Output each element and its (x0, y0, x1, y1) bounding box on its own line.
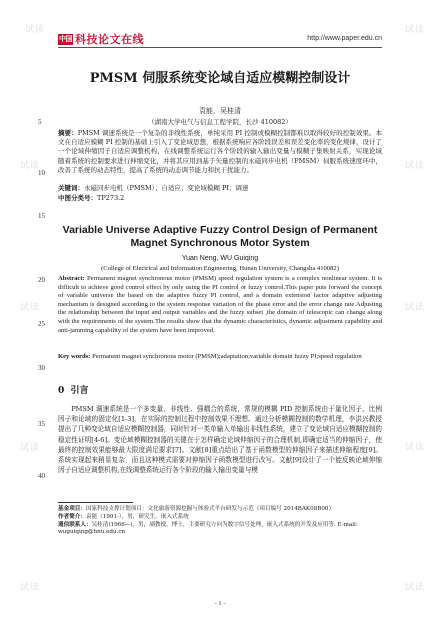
section-number: 0 (58, 386, 65, 396)
page-header (0, 0, 440, 48)
line-number: 10 (38, 169, 45, 177)
watermark: 试读 (405, 303, 426, 313)
logo-text: 科技论文在线 (75, 33, 144, 46)
footnote-author-text: 袁能（1991-），男，研究生，嵌入式系统 (85, 513, 189, 520)
keywords-en (58, 353, 382, 362)
keywords-en-label: Key words: (58, 353, 91, 360)
footnote-divider (58, 502, 133, 503)
footnote-author-label: 作者简介： (58, 513, 86, 520)
footnote-contact-label: 通信联系人： (58, 521, 92, 528)
line-number: 40 (38, 472, 45, 480)
footnote-funding-label: 基金项目： (58, 506, 86, 512)
page-number: - 1 - (214, 600, 226, 607)
abstract-en-label: Abstract: (58, 275, 85, 282)
keywords-cn-label: 关键词： (58, 184, 84, 192)
footnote-contact-text: 吴桂清(1966—)，男，副教授，博士，主要研究方向为数字信号处理，嵌入式系统的开发及应用等. E-mail: wuguiqing@hnu.edu.cn (58, 521, 358, 536)
footnotes (58, 506, 382, 537)
header-divider (58, 47, 382, 48)
footnote-funding-text: 国家科技支撑计划项目：文化旅游资源挖掘与体验式平台研发与示范（项目编号 2014BAK08B00） (85, 506, 335, 512)
watermark: 试读 (405, 443, 426, 453)
authors-en: Yuan Neng, WU Guiqing (181, 255, 259, 262)
line-number: 20 (38, 276, 45, 284)
site-logo[interactable] (58, 32, 144, 46)
authors-cn: 袁能，吴桂清 (199, 107, 241, 115)
keywords-cn-text: 永磁同步电机（PMSM）；自适应；变论域模糊 PI；调速 (84, 184, 249, 192)
paper-title-en: Variable Universe Adaptive Fuzzy Control Design of Permanent Magnet Synchronous Motor System (62, 224, 378, 249)
footnote-author (58, 514, 382, 522)
line-number: 30 (38, 364, 45, 372)
line-number: 25 (38, 320, 45, 328)
keywords-cn (58, 184, 382, 193)
section-heading (58, 383, 382, 396)
affiliation-cn: （湖南大学电气与信息工程学院，长沙 410082） (148, 118, 292, 126)
intro-paragraph: PMSM 调速系统是一个多变量、非线性、强耦合的系统，常规的模糊 PID 控制系统由于量化因子、比例因子和论域的固定化[1-3]，在实际的控制过程中控制效果不理想。通过分析模糊控制的数学机理，李洪兴教授提出了几种变论域自适应模糊控制器，同时针对一类单输入单输出非线性系统，建立了变论域自适应模糊控制的稳定性证明[4-6]。变论域模糊控制器的关键在于怎样确定论域伸缩因子的合理机制,即确定适当的伸缩因子，使最终的控制效果能够最大限度满足要求[7]。文献[8]重点给出了基于函数模型的伸缩因子来描述伸缩程度[9]。系统实现起来稍显复杂，而且这种模式需要对伸缩因子函数模型进行改写。文献[9]设计了一个能反映论域伸缩因子自适应调整机构,在线调整系统运行各个阶段的输入输出变量与模 (58, 405, 382, 475)
watermark: 试读 (20, 583, 41, 593)
paper-title-cn: PMSM 伺服系统变论域自适应模糊控制设计 (89, 71, 351, 86)
line-number: 35 (38, 420, 45, 428)
clc-cn-label: 中图分类号： (58, 194, 97, 202)
clc-cn-text: TP273.2 (97, 194, 125, 202)
abstract-en-text: Permanent magnet synchronous motor (PMSM) speed regulation system is a complex nonlinear system. It is difficult to achieve good control effect by only using the PI control or fuzzy control.This paper puts forward the concept of variable universe the based on the adaptive fuzzy PI control, and a domain extension factor adaptive adjusting mechanism is designed according to the system response variation of the phase error and the error change rate.Adjusting the relationship between the input and output variables and the fuzzy subset ,the domain of telescopic can change along with the requirements of the system.The results show that the dynamic characteristics, dynamic adjustment capability and anti-jamming capability of the system have been improved. (58, 275, 382, 334)
watermark: 试读 (20, 443, 41, 453)
logo-mark: 中国 (59, 35, 72, 43)
watermark: 试读 (405, 161, 426, 171)
footnote-funding (58, 506, 382, 514)
watermark: 试读 (405, 583, 426, 593)
line-number: 5 (38, 118, 42, 126)
watermark: 试读 (25, 25, 46, 35)
section-title: 引言 (70, 386, 89, 396)
watermark: 试读 (20, 161, 41, 171)
abstract-en (58, 275, 382, 335)
footnote-contact (58, 522, 382, 538)
abstract-cn-label: 摘要： (58, 129, 78, 137)
watermark: 试读 (405, 25, 426, 35)
clc-cn (58, 194, 382, 203)
site-url-link[interactable]: http://www.paper.edu.cn (307, 35, 382, 42)
watermark: 试读 (20, 303, 41, 313)
abstract-cn-text: PMSM 调速系统是一个复杂的非线性系统，单纯采用 PI 控制或模糊控制都难以取得较好的控制效果。本文在自适应模糊 PI 控制的基础上引入了变论域思想，根据系统响应各阶段误差和误差变化率的变化规律，设计了一个论域伸缩因子自适应调整机构，在线调整系统运行各个阶段的输入输出变量与模糊子集映射关系，实现论域随着系统的控制要求进行伸缩变化，并将其应用到基于矢量控制的永磁同步电机（PMSM）伺服系统速度环中，改善了系统的动态特性，提高了系统的动态调节能力和抗干扰能力。 (58, 129, 383, 174)
keywords-en-text: Permanent magnet synchronous motor (PMSM);adaptation;variable domain fuzzy PI;speed regulation (90, 353, 362, 360)
affiliation-en: (College of Electrical and Information Engineering, Hunan University, Changsha 410082) (101, 265, 339, 272)
abstract-cn (58, 129, 382, 175)
line-number: 15 (38, 212, 45, 220)
